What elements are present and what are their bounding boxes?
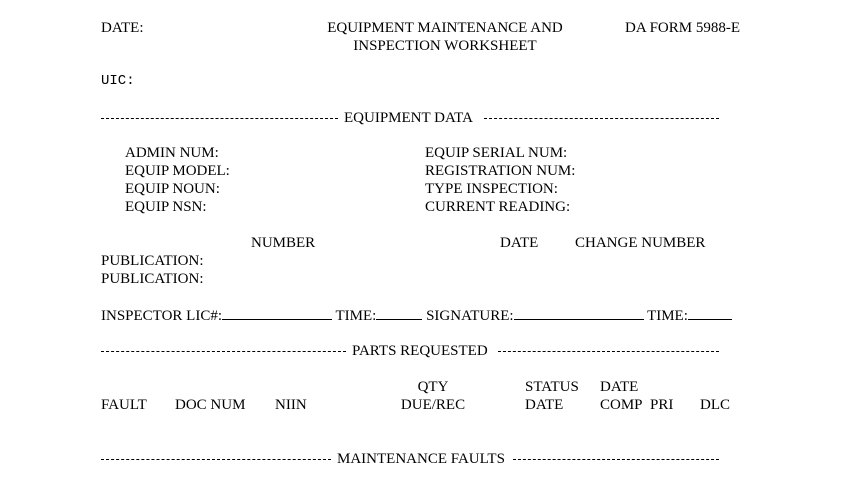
- parts-requested-divider: [101, 342, 719, 360]
- admin-num-label: ADMIN NUM:: [125, 145, 219, 161]
- current-reading-label: CURRENT READING:: [425, 199, 571, 215]
- publication-change-number-header: CHANGE NUMBER: [575, 235, 706, 251]
- time-label: TIME:: [647, 308, 688, 324]
- comp-column-header: COMP: [600, 397, 643, 413]
- equip-nsn-label: EQUIP NSN:: [125, 199, 207, 215]
- time-field[interactable]: [376, 306, 422, 320]
- equip-serial-num-label: EQUIP SERIAL NUM:: [425, 145, 568, 161]
- uic-label: UIC:: [101, 73, 135, 89]
- date-label: DATE:: [101, 20, 144, 36]
- status-date-column-header: DATE: [525, 397, 564, 413]
- signature-label: SIGNATURE:: [426, 308, 514, 324]
- equipment-data-divider: [101, 109, 719, 127]
- inspector-lic-field[interactable]: [222, 306, 332, 320]
- equip-model-label: EQUIP MODEL:: [125, 163, 230, 179]
- inspector-line: [101, 306, 732, 325]
- maintenance-faults-divider: [101, 450, 719, 468]
- type-inspection-label: TYPE INSPECTION:: [425, 181, 558, 197]
- qty-column-header: QTY: [417, 379, 449, 395]
- time-field[interactable]: [688, 306, 732, 320]
- date-comp-column-header: DATE: [600, 379, 639, 395]
- equip-noun-label: EQUIP NOUN:: [125, 181, 220, 197]
- parts-requested-heading: PARTS REQUESTED: [352, 343, 488, 359]
- publication-number-header: NUMBER: [251, 235, 316, 251]
- time-label: TIME:: [335, 308, 377, 324]
- publication-date-header: DATE: [500, 235, 539, 251]
- form-number: DA FORM 5988-E: [625, 20, 741, 36]
- inspector-lic-label: INSPECTOR LIC#:: [101, 308, 222, 324]
- doc-num-column-header: DOC NUM: [175, 397, 246, 413]
- due-rec-column-header: DUE/REC: [400, 397, 466, 413]
- publication-label: PUBLICATION:: [101, 253, 204, 269]
- form-title-line1: EQUIPMENT MAINTENANCE AND: [327, 20, 563, 36]
- form-title-line2: INSPECTION WORKSHEET: [353, 38, 537, 54]
- pri-column-header: PRI: [650, 397, 674, 413]
- equipment-data-heading: EQUIPMENT DATA: [344, 110, 473, 126]
- niin-column-header: NIIN: [275, 397, 307, 413]
- publication-label: PUBLICATION:: [101, 271, 204, 287]
- registration-num-label: REGISTRATION NUM:: [425, 163, 576, 179]
- fault-column-header: FAULT: [101, 397, 147, 413]
- dlc-column-header: DLC: [700, 397, 730, 413]
- status-column-header: STATUS: [525, 379, 579, 395]
- maintenance-faults-heading: MAINTENANCE FAULTS: [337, 451, 505, 467]
- signature-field[interactable]: [514, 306, 644, 320]
